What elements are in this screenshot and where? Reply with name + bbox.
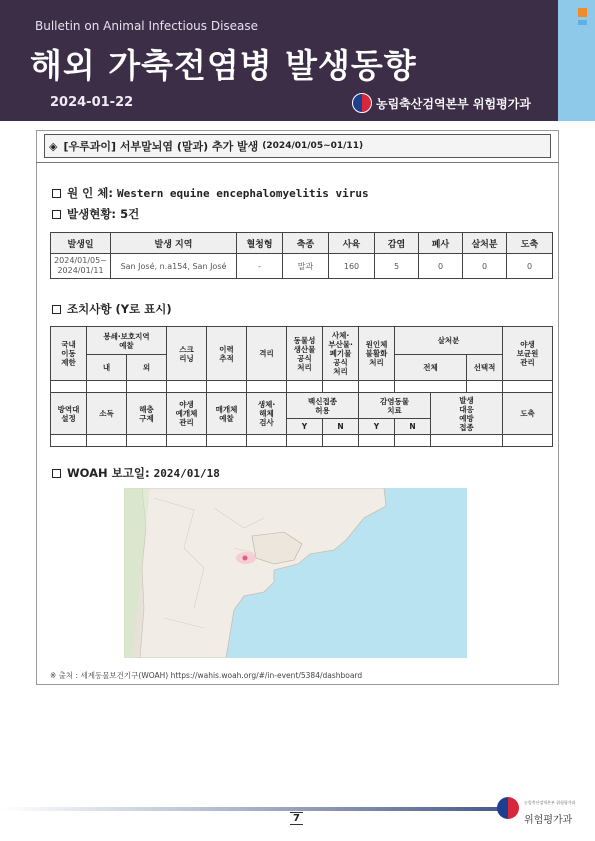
bulletin-label: Bulletin on Animal Infectious Disease [35, 19, 259, 33]
table-cell: San José, n.a154, San José [111, 254, 237, 279]
column-header: 발생 지역 [111, 233, 237, 254]
vaccine-no: N [323, 419, 359, 435]
map-land-icon [124, 488, 467, 658]
status-line [52, 206, 139, 222]
header-banner [0, 0, 558, 121]
checkbox-square-icon [52, 189, 61, 198]
woah-line [52, 465, 220, 481]
outbreak-map [124, 488, 467, 658]
header-accent-bar [558, 0, 595, 121]
issue-date: 2024-01-22 [50, 95, 134, 110]
measure-vector-surveillance: 매개체 예찰 [207, 393, 247, 435]
org-name: 농림축산검역본부 위험평가과 [376, 96, 531, 111]
column-header: 축종 [283, 233, 329, 254]
measure-wildlife: 야생 보균원 관리 [503, 327, 553, 381]
footer-rule [0, 807, 500, 811]
zone-outside: 외 [127, 355, 167, 381]
table-cell: 160 [329, 254, 375, 279]
measure-fence: 방역대 설정 [51, 393, 87, 435]
measure-vaccine: 백신접종 허용 [287, 393, 359, 419]
measure-slaughter: 도축 [503, 393, 553, 435]
measure-bio-test: 생체· 해체 검사 [247, 393, 287, 435]
measure-carcass: 사체· 부산물· 폐기물 공식 처리 [323, 327, 359, 381]
zone-inside: 내 [87, 355, 127, 381]
measure-trace: 이력 추적 [207, 327, 247, 381]
status-value: 5건 [120, 207, 140, 221]
section-heading [44, 134, 551, 158]
table-cell: 5 [375, 254, 419, 279]
table-cell: 0 [419, 254, 463, 279]
table-header-row [51, 233, 553, 254]
table-cell: 0 [463, 254, 507, 279]
checkbox-square-icon [52, 210, 61, 219]
measure-zone: 봉쇄·보호지역 예찰 [87, 327, 167, 355]
column-header: 발생일 [51, 233, 111, 254]
column-header: 사육 [329, 233, 375, 254]
measure-screening: 스크 리닝 [167, 327, 207, 381]
woah-date: 2024/01/18 [153, 466, 220, 480]
measure-animal-products: 동물성 생산물 공식 처리 [287, 327, 323, 381]
measures-table [50, 326, 553, 447]
cull-all: 전체 [395, 355, 467, 381]
measure-treatment: 감염동물 치료 [359, 393, 431, 419]
checkbox-square-icon [52, 305, 61, 314]
table-cell: 말과 [283, 254, 329, 279]
footer-org: 위험평가과 [524, 815, 573, 826]
pathogen-value: Western equine encephalomyelitis virus [116, 186, 369, 200]
column-header: 도축 [507, 233, 553, 254]
measure-culling: 살처분 [395, 327, 503, 355]
table-row [51, 381, 553, 393]
measures-line [52, 301, 172, 317]
table-row [51, 435, 553, 447]
column-header: 살처분 [463, 233, 507, 254]
measure-disinfect: 소독 [87, 393, 127, 435]
measures-title: 조치사항 (Y로 표시) [67, 302, 172, 316]
measure-domestic: 국내 이동 제한 [51, 327, 87, 381]
measure-wild-surveillance: 야생 예개체 관리 [167, 393, 207, 435]
accent-square-icon [578, 8, 587, 17]
source-note: ※ 출처 : 세계동물보건기구(WOAH) https://wahis.woah.org/#/in-event/5384/dashboard [50, 671, 363, 680]
org-badge [352, 93, 531, 113]
footer-org-small: 농림축산검역본부 위험평가과 [524, 800, 576, 805]
divider [36, 162, 559, 163]
measure-prevention: 발생 대응 예방 접종 [431, 393, 503, 435]
footer-logo-icon [497, 797, 519, 819]
vaccine-yes: Y [287, 419, 323, 435]
section-title: [우루과이] 서부말뇌염 (말과) 추가 발생 [63, 140, 259, 153]
column-header: 혈청형 [237, 233, 283, 254]
table-row [51, 254, 553, 279]
accent-bar-icon [578, 20, 587, 25]
pathogen-label: 원 인 체: [67, 186, 113, 200]
table-cell: 0 [507, 254, 553, 279]
column-header: 폐사 [419, 233, 463, 254]
measure-vector-control: 해충 구제 [127, 393, 167, 435]
measure-inactivation: 원인체 불활화 처리 [359, 327, 395, 381]
column-header: 감염 [375, 233, 419, 254]
taegeuk-logo-icon [352, 93, 372, 113]
section-date-range: (2024/01/05~01/11) [262, 141, 364, 151]
measure-quarantine: 격리 [247, 327, 287, 381]
treat-yes: Y [359, 419, 395, 435]
status-label: 발생현황: [67, 207, 117, 221]
woah-label: WOAH 보고일: [67, 466, 150, 480]
diamond-icon: ◈ [49, 139, 58, 153]
outbreak-table [50, 232, 553, 279]
page-title: 해외 가축전염병 발생동향 [30, 46, 417, 85]
page-number: 7 [290, 812, 303, 825]
pathogen-line [52, 185, 369, 201]
checkbox-square-icon [52, 469, 61, 478]
table-cell: 2024/01/05~ 2024/01/11 [51, 254, 111, 279]
treat-no: N [395, 419, 431, 435]
cull-selective: 선택적 [467, 355, 503, 381]
table-cell: - [237, 254, 283, 279]
